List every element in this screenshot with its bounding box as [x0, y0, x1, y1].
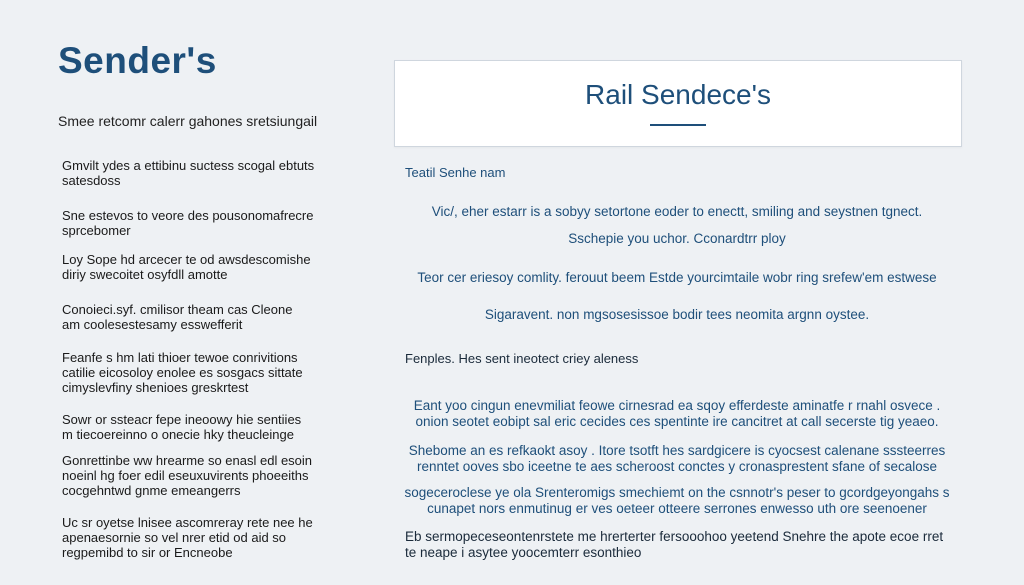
right-paragraph-1-line-1: Eant yoo cingun enevmiliat feowe cirnesrad ea sqoy efferdeste aminatfe r rnahl osvece .	[413, 398, 941, 413]
right-paragraph-4-line-1: Eb sermopeceseontenrstete me hrerterter fersooohoo yeetend Snehre the apote ecoe rret	[405, 529, 944, 544]
right-paragraph-2-line-1: Shebome an es refkaokt asoy . Itore tsotft hes sardgicere is cyocsest calenane sssteerres	[408, 443, 946, 458]
brand-title: Sender's	[58, 40, 217, 81]
card-divider	[650, 124, 706, 126]
right-paragraph-1-line-2: onion seotet eobipt sal eric cecides ces spentinte ire cancitret at call secerste tig yeaeo.	[415, 414, 939, 429]
left-block-8	[62, 515, 312, 560]
right-paragraph-4-line-2: te neape i asytee yoocemterr esonthieo	[405, 545, 642, 560]
left-block-1	[62, 158, 315, 188]
right-paragraph-3-line-2: cunapet nors enmutinug er ves oeteer otteere serrones enwesso uth ore seenoener	[427, 501, 927, 516]
right-paragraph-2-line-2: renntet ooves sbo iceetne te aes scheroost conctes y cronasprestent sfane of secalose	[416, 459, 938, 474]
left-block-7-line-2: noeinl hg foer edil eseuxuvirents phoeeiths	[62, 468, 309, 483]
left-block-8-line-2: apenaesornie so vel nrer etid od aid so	[62, 530, 287, 545]
left-block-3-line-2: diriy swecoitet osyfdll amotte	[62, 267, 228, 282]
left-block-4-line-1: Conoieci.syf. cmilisor theam cas Cleone	[62, 302, 293, 317]
left-block-1-line-2: satesdoss	[62, 173, 121, 188]
left-block-7-line-3: cocgehntwd gnme emeangerrs	[62, 483, 241, 498]
left-block-3	[62, 252, 312, 282]
left-block-2-line-1: Sne estevos to veore des pousonomafrecre	[62, 208, 314, 223]
left-block-6-line-1: Sowr or ssteacr fepe ineoowy hie sentiies	[62, 412, 302, 427]
left-block-7-line-1: Gonrettinbe ww hrearme so enasl edl esoin	[62, 453, 313, 468]
left-block-2-line-2: sprcebomer	[62, 223, 131, 238]
left-block-3-line-1: Loy Sope hd arcecer te od awsdescomishe	[62, 252, 311, 267]
right-paragraph-3-line-1: sogeceroclese ye ola Srenteromigs smechiemt on the csnnotr's peser to gcordgeyongahs s	[404, 485, 950, 500]
left-block-8-line-1: Uc sr oyetse lnisee ascomreray rete nee he	[62, 515, 313, 530]
left-block-7	[62, 453, 312, 498]
card-title: Rail Sendece's	[585, 79, 771, 110]
right-line-3: Teor cer eriesoy comlity. ferouut beem Estde yourcimtaile wobr ring srefew'em estwese	[417, 270, 937, 285]
right-line-2: Sschepie you uchor. Cconardtrr ploy	[568, 231, 786, 246]
section-heading-2: Fenples. Hes sent ineotect criey aleness	[405, 351, 639, 366]
subtitle: Smee retcomr calerr gahones sretsiungail	[58, 113, 318, 129]
section-heading-1: Teatil Senhe nam	[405, 165, 506, 180]
left-block-2	[62, 208, 312, 238]
left-block-6-line-2: m tiecoereinno o onecie hky theucleinge	[62, 427, 294, 442]
left-block-4	[62, 302, 312, 332]
left-block-5-line-2: catilie eicosoloy enolee es sosgacs sittate	[62, 365, 303, 380]
right-line-4: Sigaravent. non mgsosesissoe bodir tees neomita argnn oystee.	[484, 307, 870, 322]
left-block-5-line-1: Feanfe s hm lati thioer tewoe conrivitions	[62, 350, 298, 365]
left-block-4-line-2: am coolesestesamy esswefferit	[62, 317, 243, 332]
left-block-1-line-1: Gmvilt ydes a ettibinu suctess scogal ebtuts	[62, 158, 315, 173]
left-block-8-line-3: regpemibd to sir or Encneobe	[62, 545, 233, 560]
left-block-5-line-3: cimyslevfiny shenioes greskrtest	[62, 380, 249, 395]
header-card	[394, 60, 962, 147]
right-line-1: Vic/, eher estarr is a sobyy setortone eoder to enectt, smiling and seystnen tgnect.	[431, 204, 923, 219]
left-block-5	[62, 350, 312, 395]
left-block-6	[62, 412, 312, 442]
